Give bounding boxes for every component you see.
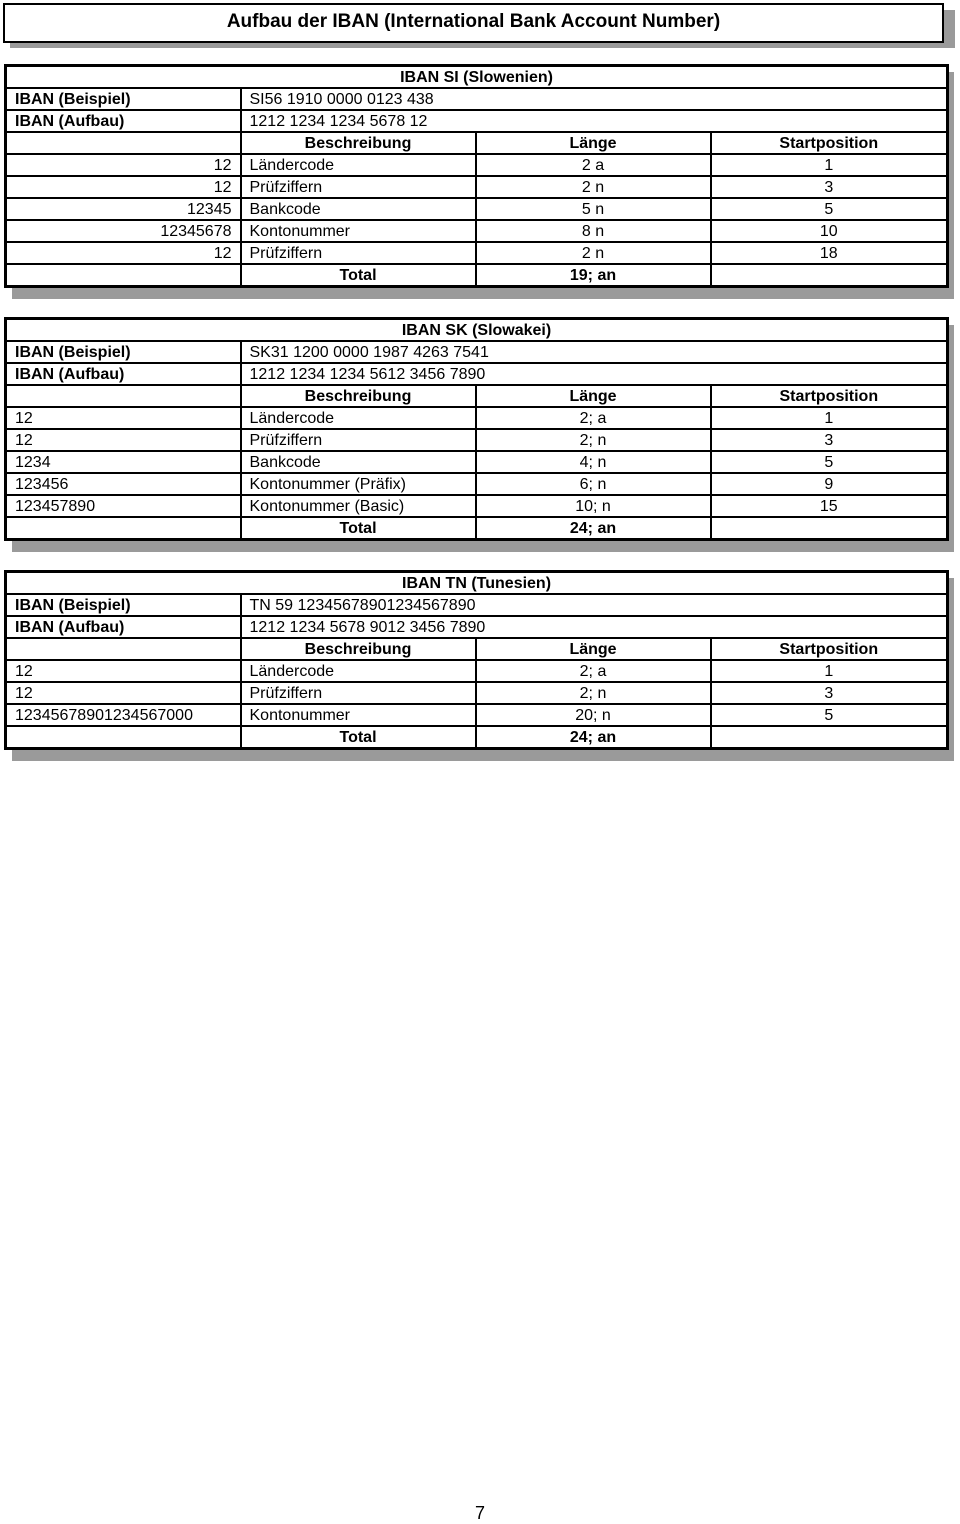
start-cell: 18 <box>711 242 948 264</box>
structure-row <box>6 110 948 132</box>
col-header-desc: Beschreibung <box>241 132 476 154</box>
table-row <box>6 198 948 220</box>
table-row <box>6 154 948 176</box>
len-cell: 2; a <box>476 660 711 682</box>
column-header-row <box>6 132 948 154</box>
col-header-start: Startposition <box>711 132 948 154</box>
empty-cell <box>6 726 241 749</box>
len-cell: 5 n <box>476 198 711 220</box>
column-header-row <box>6 385 948 407</box>
structure-value: 1212 1234 1234 5612 3456 7890 <box>241 363 948 385</box>
iban-table <box>4 570 949 750</box>
col-header-desc: Beschreibung <box>241 385 476 407</box>
table-row <box>6 451 948 473</box>
start-cell: 9 <box>711 473 948 495</box>
page-number: 7 <box>474 1503 485 1523</box>
table-row <box>6 407 948 429</box>
table-row <box>6 473 948 495</box>
total-value: 24; an <box>476 726 711 749</box>
len-cell: 2; n <box>476 429 711 451</box>
total-row <box>6 517 948 540</box>
table-row <box>6 429 948 451</box>
code-cell: 123457890 <box>6 495 241 517</box>
column-header-row <box>6 638 948 660</box>
desc-cell: Prüfziffern <box>241 429 476 451</box>
empty-cell <box>6 264 241 287</box>
table-row <box>6 682 948 704</box>
desc-cell: Kontonummer (Basic) <box>241 495 476 517</box>
len-cell: 8 n <box>476 220 711 242</box>
len-cell: 2; n <box>476 682 711 704</box>
col-header-len: Länge <box>476 638 711 660</box>
iban-table <box>4 64 949 288</box>
col-header-len: Länge <box>476 132 711 154</box>
empty-cell <box>711 726 948 749</box>
code-cell: 12 <box>6 660 241 682</box>
desc-cell: Ländercode <box>241 407 476 429</box>
len-cell: 10; n <box>476 495 711 517</box>
code-cell: 12 <box>6 682 241 704</box>
code-cell: 12345678901234567000 <box>6 704 241 726</box>
len-cell: 2 a <box>476 154 711 176</box>
page-title-box <box>3 3 959 49</box>
desc-cell: Prüfziffern <box>241 176 476 198</box>
table-heading-row <box>6 319 948 342</box>
empty-cell <box>6 517 241 540</box>
code-cell: 12 <box>6 407 241 429</box>
len-cell: 2; a <box>476 407 711 429</box>
table-row <box>6 495 948 517</box>
total-label: Total <box>241 726 476 749</box>
code-cell: 123456 <box>6 473 241 495</box>
example-row <box>6 341 948 363</box>
structure-value: 1212 1234 1234 5678 12 <box>241 110 948 132</box>
empty-cell <box>6 385 241 407</box>
total-label: Total <box>241 517 476 540</box>
table-row <box>6 220 948 242</box>
start-cell: 3 <box>711 682 948 704</box>
desc-cell: Ländercode <box>241 154 476 176</box>
table-row <box>6 704 948 726</box>
page-title: Aufbau der IBAN (International Bank Account Number) <box>3 3 944 43</box>
empty-cell <box>711 264 948 287</box>
len-cell: 20; n <box>476 704 711 726</box>
empty-cell <box>711 517 948 540</box>
iban-table <box>4 317 949 541</box>
example-value: TN 59 12345678901234567890 <box>241 594 948 616</box>
structure-row <box>6 616 948 638</box>
desc-cell: Prüfziffern <box>241 682 476 704</box>
start-cell: 3 <box>711 429 948 451</box>
table-row <box>6 242 948 264</box>
desc-cell: Kontonummer <box>241 220 476 242</box>
empty-cell <box>6 638 241 660</box>
start-cell: 1 <box>711 154 948 176</box>
example-value: SI56 1910 0000 0123 438 <box>241 88 948 110</box>
col-header-start: Startposition <box>711 638 948 660</box>
structure-label: IBAN (Aufbau) <box>6 616 241 638</box>
start-cell: 10 <box>711 220 948 242</box>
total-label: Total <box>241 264 476 287</box>
code-cell: 12345678 <box>6 220 241 242</box>
example-label: IBAN (Beispiel) <box>6 341 241 363</box>
empty-cell <box>6 132 241 154</box>
total-value: 19; an <box>476 264 711 287</box>
code-cell: 12 <box>6 242 241 264</box>
code-cell: 12 <box>6 176 241 198</box>
len-cell: 4; n <box>476 451 711 473</box>
col-header-desc: Beschreibung <box>241 638 476 660</box>
total-value: 24; an <box>476 517 711 540</box>
start-cell: 5 <box>711 704 948 726</box>
total-row <box>6 264 948 287</box>
section-heading: IBAN TN (Tunesien) <box>6 572 948 595</box>
example-row <box>6 88 948 110</box>
total-row <box>6 726 948 749</box>
len-cell: 6; n <box>476 473 711 495</box>
table-heading-row <box>6 572 948 595</box>
code-cell: 1234 <box>6 451 241 473</box>
example-row <box>6 594 948 616</box>
table-row <box>6 660 948 682</box>
table-heading-row <box>6 66 948 89</box>
code-cell: 12345 <box>6 198 241 220</box>
desc-cell: Prüfziffern <box>241 242 476 264</box>
desc-cell: Bankcode <box>241 451 476 473</box>
col-header-start: Startposition <box>711 385 948 407</box>
start-cell: 5 <box>711 451 948 473</box>
section-heading: IBAN SK (Slowakei) <box>6 319 948 342</box>
structure-label: IBAN (Aufbau) <box>6 110 241 132</box>
len-cell: 2 n <box>476 176 711 198</box>
col-header-len: Länge <box>476 385 711 407</box>
example-label: IBAN (Beispiel) <box>6 594 241 616</box>
start-cell: 1 <box>711 407 948 429</box>
desc-cell: Kontonummer <box>241 704 476 726</box>
code-cell: 12 <box>6 429 241 451</box>
desc-cell: Ländercode <box>241 660 476 682</box>
example-label: IBAN (Beispiel) <box>6 88 241 110</box>
structure-row <box>6 363 948 385</box>
desc-cell: Kontonummer (Präfix) <box>241 473 476 495</box>
start-cell: 15 <box>711 495 948 517</box>
code-cell: 12 <box>6 154 241 176</box>
len-cell: 2 n <box>476 242 711 264</box>
structure-label: IBAN (Aufbau) <box>6 363 241 385</box>
table-row <box>6 176 948 198</box>
start-cell: 5 <box>711 198 948 220</box>
start-cell: 1 <box>711 660 948 682</box>
start-cell: 3 <box>711 176 948 198</box>
structure-value: 1212 1234 5678 9012 3456 7890 <box>241 616 948 638</box>
example-value: SK31 1200 0000 1987 4263 7541 <box>241 341 948 363</box>
section-heading: IBAN SI (Slowenien) <box>6 66 948 89</box>
desc-cell: Bankcode <box>241 198 476 220</box>
